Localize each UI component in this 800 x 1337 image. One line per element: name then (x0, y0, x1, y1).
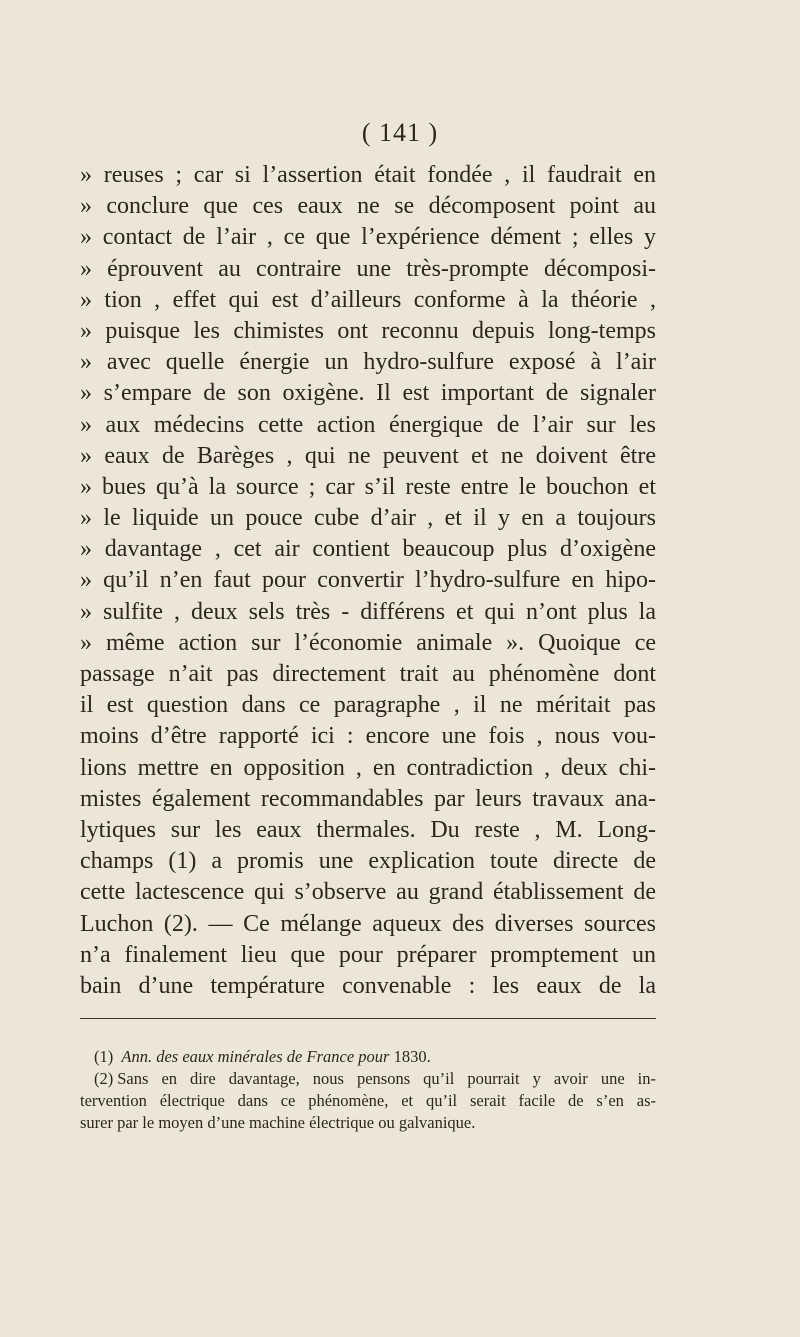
body-line: Luchon (2). — Ce mélange aqueux des diverses sources (80, 910, 656, 937)
footnote-1-year: 1830. (393, 1047, 431, 1066)
body-line: » tion , effet qui est d’ailleurs conforme à la théorie , (80, 286, 656, 313)
body-line: champs (1) a promis une explication toute directe de (80, 848, 656, 875)
body-line: » même action sur l’économie animale ». Quoique ce (80, 629, 656, 656)
footnote-divider (80, 1018, 656, 1019)
footnote-2-text: Sans en dire davantage, nous pensons qu’il pourrait y avoir une in- (117, 1069, 656, 1088)
footnotes (80, 1046, 656, 1134)
body-line: » aux médecins cette action énergique de l’air sur les (80, 411, 656, 438)
footnote-1-number: (1) (94, 1047, 114, 1066)
body-text (80, 160, 656, 1002)
footnote-1 (80, 1046, 656, 1068)
footnote-2-line: tervention électrique dans ce phénomène, et qu’il serait facile de s’en as- (80, 1091, 656, 1110)
footnote-2-line (80, 1068, 656, 1090)
body-line: » qu’il n’en faut pour convertir l’hydro-sulfure en hipo- (80, 567, 656, 594)
body-line: » davantage , cet air contient beaucoup plus d’oxigène (80, 536, 656, 563)
body-line: » conclure que ces eaux ne se décomposent point au (80, 193, 656, 220)
body-line: mistes également recommandables par leurs travaux ana- (80, 785, 656, 812)
body-line: » sulfite , deux sels très - différens et qui n’ont plus la (80, 598, 656, 625)
body-line: » contact de l’air , ce que l’expérience dément ; elles y (80, 224, 656, 251)
body-line: bain d’une température convenable : les eaux de la (80, 972, 656, 999)
body-line: passage n’ait pas directement trait au phénomène dont (80, 661, 656, 687)
body-line: » eaux de Barèges , qui ne peuvent et ne doivent être (80, 442, 656, 469)
body-line: » le liquide un pouce cube d’air , et il y en a toujours (80, 505, 656, 532)
body-line: cette lactescence qui s’observe au grand établissement de (80, 879, 656, 906)
body-line: lions mettre en opposition , en contradiction , deux chi- (80, 754, 656, 781)
body-line: » reuses ; car si l’assertion était fondée , il faudrait en (80, 162, 656, 188)
body-line: » s’empare de son oxigène. Il est important de signaler (80, 380, 656, 407)
body-line: » puisque les chimistes ont reconnu depuis long-temps (80, 317, 656, 344)
body-line: n’a finalement lieu que pour préparer promptement un (80, 941, 656, 968)
body-line: » avec quelle énergie un hydro-sulfure exposé à l’air (80, 349, 656, 376)
page-number: ( 141 ) (361, 118, 439, 147)
body-line: il est question dans ce paragraphe , il ne méritait pas (80, 692, 656, 719)
footnote-2-line: surer par le moyen d’une machine électrique ou galvanique. (80, 1113, 476, 1132)
body-line: » éprouvent au contraire une très-prompte décomposi- (80, 255, 656, 282)
body-line: moins d’être rapporté ici : encore une fois , nous vou- (80, 723, 656, 750)
body-line: » bues qu’à la source ; car s’il reste entre le bouchon et (80, 473, 656, 500)
footnote-1-source: Ann. des eaux minérales de France pour (121, 1047, 390, 1066)
body-line: lytiques sur les eaux thermales. Du reste , M. Long- (80, 816, 656, 843)
footnote-2-number: (2) (94, 1069, 114, 1088)
